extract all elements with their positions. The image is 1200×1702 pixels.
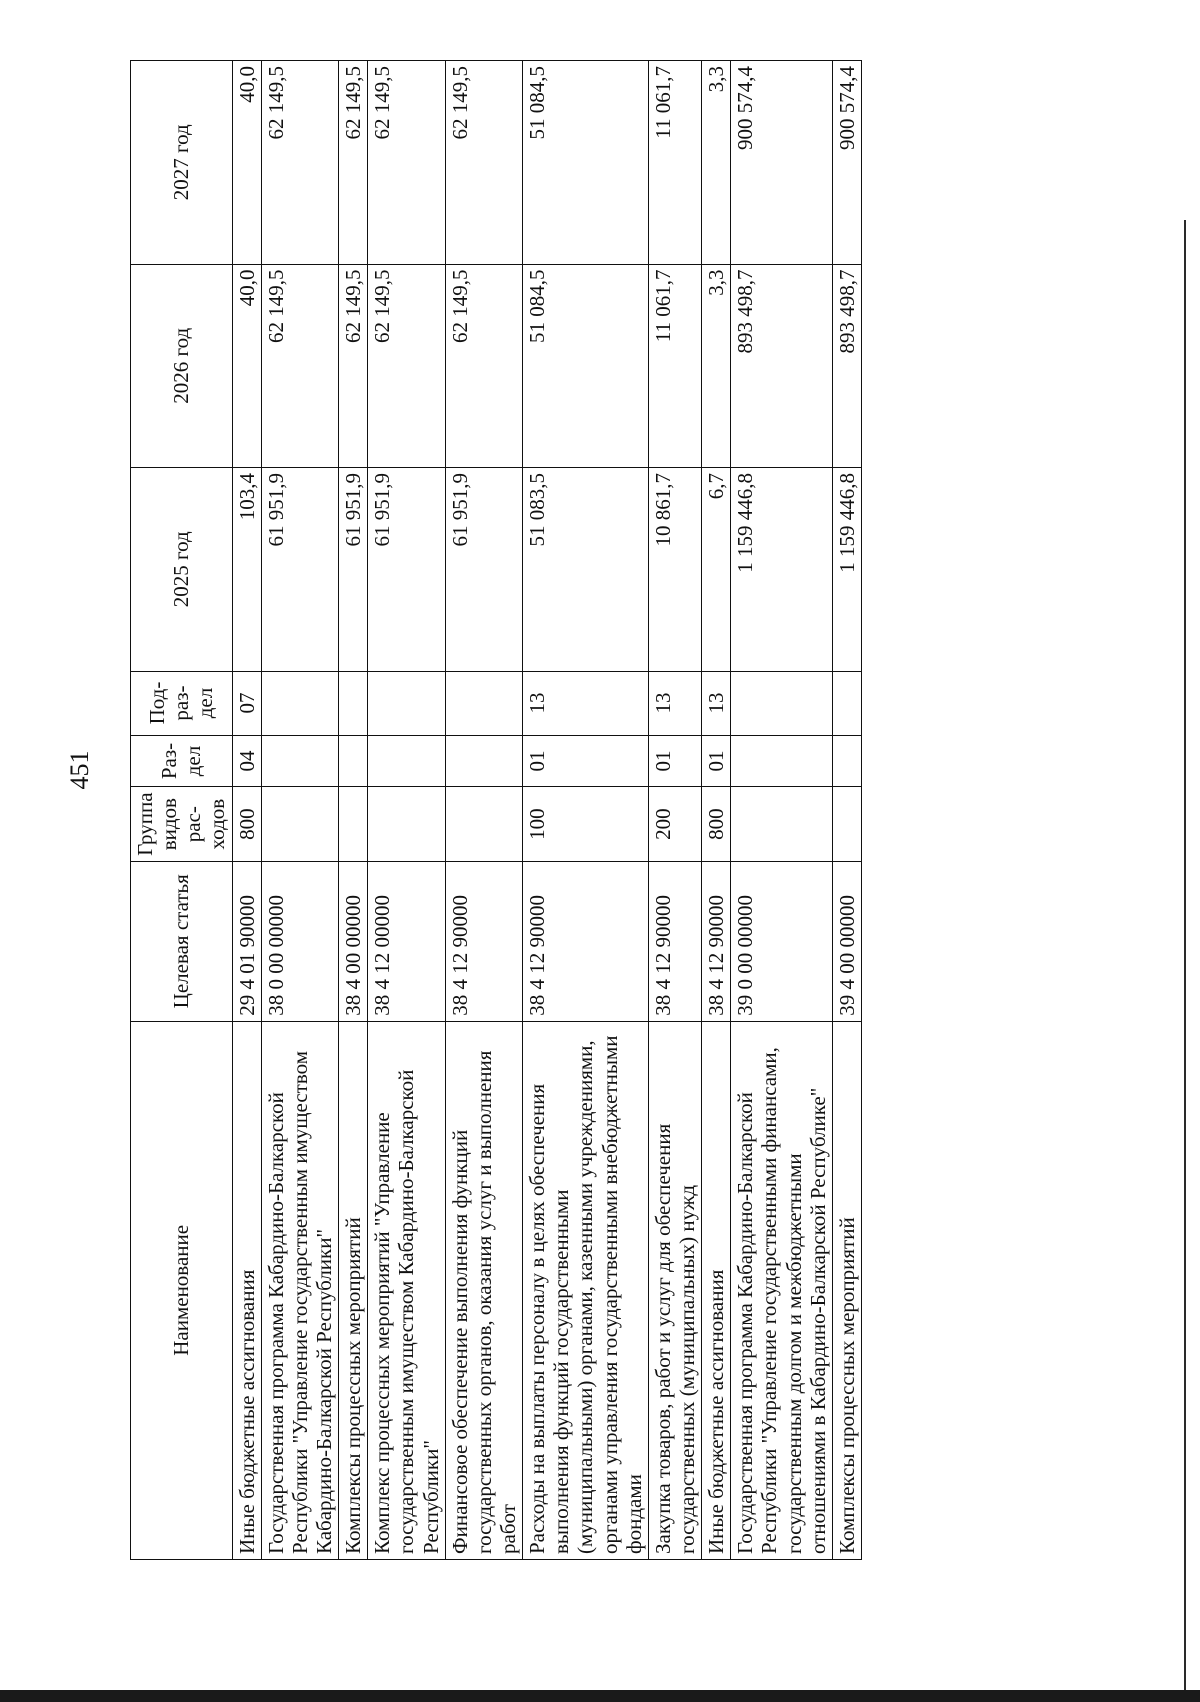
cell-name: Комплексы процессных мероприятий xyxy=(339,1021,368,1559)
cell-subsection xyxy=(445,671,522,735)
cell-group xyxy=(339,787,368,861)
cell-section: 01 xyxy=(702,735,731,787)
cell-section xyxy=(445,735,522,787)
cell-name: Комплексы процессных мероприятий xyxy=(832,1021,861,1559)
cell-group: 200 xyxy=(648,787,701,861)
page-number: 451 xyxy=(65,750,94,790)
header-2026: 2026 год xyxy=(131,264,233,467)
cell-subsection: 07 xyxy=(232,671,261,735)
cell-subsection xyxy=(261,671,338,735)
cell-2025: 61 951,9 xyxy=(368,468,445,672)
cell-2026: 62 149,5 xyxy=(261,264,338,467)
cell-group xyxy=(261,787,338,861)
cell-2027: 62 149,5 xyxy=(339,61,368,265)
cell-target: 39 4 00 00000 xyxy=(832,861,861,1021)
cell-name: Иные бюджетные ассигнования xyxy=(702,1021,731,1559)
cell-2027: 11 061,7 xyxy=(648,61,701,265)
cell-name: Закупка товаров, работ и услуг для обеспечения государственных (муниципальных) нужд xyxy=(648,1021,701,1559)
budget-table xyxy=(130,60,862,1560)
cell-2026: 62 149,5 xyxy=(339,264,368,467)
cell-name: Государственная программа Кабардино-Балкарской Республики "Управление государственным имуществом Кабардино-Балкарской Республики" xyxy=(261,1021,338,1559)
cell-group xyxy=(445,787,522,861)
cell-2026: 3,3 xyxy=(702,264,731,467)
cell-target: 38 4 12 90000 xyxy=(702,861,731,1021)
header-subsection: Под-раз-дел xyxy=(131,671,233,735)
cell-section xyxy=(368,735,445,787)
cell-target: 39 0 00 00000 xyxy=(731,861,833,1021)
table-row xyxy=(648,61,701,1560)
cell-name: Иные бюджетные ассигнования xyxy=(232,1021,261,1559)
cell-subsection: 13 xyxy=(702,671,731,735)
cell-2025: 61 951,9 xyxy=(261,468,338,672)
cell-section xyxy=(339,735,368,787)
cell-subsection xyxy=(339,671,368,735)
cell-2025: 103,4 xyxy=(232,468,261,672)
cell-target: 29 4 01 90000 xyxy=(232,861,261,1021)
cell-2027: 900 574,4 xyxy=(731,61,833,265)
cell-section xyxy=(731,735,833,787)
cell-subsection xyxy=(368,671,445,735)
cell-subsection: 13 xyxy=(648,671,701,735)
cell-2025: 10 861,7 xyxy=(648,468,701,672)
header-target: Целевая статья xyxy=(131,861,233,1021)
cell-2026: 51 084,5 xyxy=(523,264,649,467)
cell-2026: 893 498,7 xyxy=(731,264,833,467)
cell-2025: 61 951,9 xyxy=(445,468,522,672)
table-row xyxy=(232,61,261,1560)
table-row xyxy=(445,61,522,1560)
table-row xyxy=(832,61,861,1560)
cell-2025: 51 083,5 xyxy=(523,468,649,672)
cell-section: 01 xyxy=(648,735,701,787)
cell-subsection xyxy=(832,671,861,735)
cell-group xyxy=(832,787,861,861)
cell-2027: 62 149,5 xyxy=(368,61,445,265)
cell-2026: 11 061,7 xyxy=(648,264,701,467)
cell-2025: 1 159 446,8 xyxy=(731,468,833,672)
cell-subsection: 13 xyxy=(523,671,649,735)
cell-name: Финансовое обеспечение выполнения функций государственных органов, оказания услуг и выполнения работ xyxy=(445,1021,522,1559)
cell-2025: 6,7 xyxy=(702,468,731,672)
cell-name: Государственная программа Кабардино-Балкарской Республики "Управление государственными финансами, государственным долгом и межбюджетными отношениями в Кабардино-Балкарской Республике" xyxy=(731,1021,833,1559)
table-row xyxy=(339,61,368,1560)
table-row xyxy=(368,61,445,1560)
budget-table-container xyxy=(130,60,1030,1560)
cell-2026: 62 149,5 xyxy=(368,264,445,467)
scan-edge-bottom xyxy=(0,1690,1200,1702)
cell-target: 38 4 12 90000 xyxy=(445,861,522,1021)
cell-group: 100 xyxy=(523,787,649,861)
cell-2026: 40,0 xyxy=(232,264,261,467)
cell-2027: 62 149,5 xyxy=(445,61,522,265)
table-row xyxy=(702,61,731,1560)
cell-2026: 62 149,5 xyxy=(445,264,522,467)
header-2025: 2025 год xyxy=(131,468,233,672)
cell-2025: 1 159 446,8 xyxy=(832,468,861,672)
cell-target: 38 4 12 90000 xyxy=(648,861,701,1021)
cell-section xyxy=(261,735,338,787)
cell-target: 38 4 12 90000 xyxy=(523,861,649,1021)
cell-2027: 40,0 xyxy=(232,61,261,265)
cell-section: 04 xyxy=(232,735,261,787)
cell-group xyxy=(368,787,445,861)
header-2027: 2027 год xyxy=(131,61,233,265)
cell-name: Комплекс процессных мероприятий "Управление государственным имуществом Кабардино-Балкарской Республики" xyxy=(368,1021,445,1559)
cell-target: 38 4 12 00000 xyxy=(368,861,445,1021)
cell-target: 38 4 00 00000 xyxy=(339,861,368,1021)
cell-2027: 3,3 xyxy=(702,61,731,265)
scan-edge-right xyxy=(1184,220,1186,1702)
cell-name: Расходы на выплаты персоналу в целях обеспечения выполнения функций государственными (муниципальными) органами, казенными учреждениями, органами управления государственными внебюджетными фондами xyxy=(523,1021,649,1559)
cell-group: 800 xyxy=(702,787,731,861)
cell-2027: 900 574,4 xyxy=(832,61,861,265)
cell-2025: 61 951,9 xyxy=(339,468,368,672)
cell-subsection xyxy=(731,671,833,735)
table-row xyxy=(731,61,833,1560)
header-name: Наименование xyxy=(131,1021,233,1559)
table-row xyxy=(261,61,338,1560)
header-group: Группа видов рас-ходов xyxy=(131,787,233,861)
cell-2027: 62 149,5 xyxy=(261,61,338,265)
cell-section: 01 xyxy=(523,735,649,787)
cell-target: 38 0 00 00000 xyxy=(261,861,338,1021)
cell-section xyxy=(832,735,861,787)
table-row xyxy=(523,61,649,1560)
cell-2027: 51 084,5 xyxy=(523,61,649,265)
table-header-row xyxy=(131,61,233,1560)
cell-group xyxy=(731,787,833,861)
cell-2026: 893 498,7 xyxy=(832,264,861,467)
cell-group: 800 xyxy=(232,787,261,861)
header-section: Раз-дел xyxy=(131,735,233,787)
